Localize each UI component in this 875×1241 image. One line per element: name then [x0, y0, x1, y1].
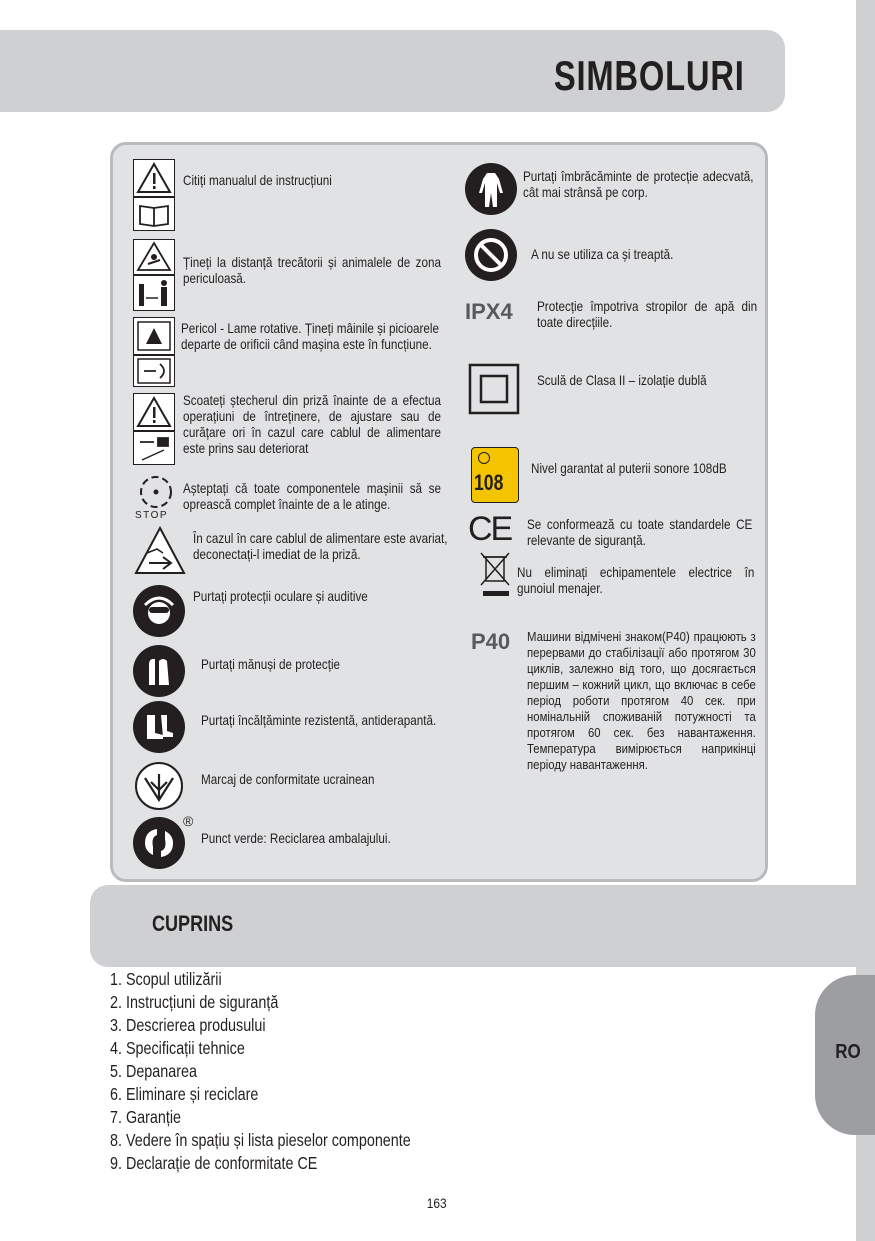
class-ii-icon: [468, 363, 520, 415]
symbol-text: Pericol - Lame rotative. Țineți mâinile și picioarele departe de orificii când mașina este în funcțiune.: [181, 321, 439, 352]
registered-mark: ®: [183, 813, 194, 829]
damaged-cable-icon: [133, 525, 187, 577]
symbol-text: A nu se utiliza ca și treaptă.: [531, 247, 674, 262]
gloves-icon: [133, 645, 185, 697]
symbols-panel: [110, 142, 768, 882]
symbol-text: Citiți manualul de instrucțiuni: [183, 173, 332, 188]
page-title: SIMBOLURI: [554, 52, 745, 99]
toc-item[interactable]: 8. Vedere în spațiu și lista pieselor componente: [110, 1130, 411, 1150]
table-of-contents: [110, 968, 477, 1175]
p40-icon: P40: [471, 629, 511, 654]
toc-item[interactable]: 1. Scopul utilizării: [110, 969, 222, 989]
toc-title: CUPRINS: [152, 911, 234, 936]
green-dot-icon: [133, 817, 185, 869]
protective-suit-icon: [465, 163, 517, 215]
ce-mark-icon: CE: [468, 510, 512, 548]
symbol-text: Purtați încălțăminte rezistentă, antiderapantă.: [201, 713, 437, 728]
ipx4-icon: IPX4: [465, 299, 513, 324]
hand-blade-icon: [133, 355, 175, 387]
symbol-text: În cazul în care cablul de alimentare este avariat, deconectați-l imediat de la priză.: [193, 531, 448, 562]
language-label: RO: [835, 1041, 861, 1063]
weee-bin-icon: [477, 549, 513, 599]
no-step-icon: [465, 229, 517, 281]
sound-level-label: 108: [474, 470, 504, 495]
boots-icon: [133, 701, 185, 753]
toc-item[interactable]: 6. Eliminare și reciclare: [110, 1084, 259, 1104]
symbol-text: Sculă de Clasa II – izolație dublă: [537, 373, 707, 388]
rotating-blade-icon: [133, 317, 175, 355]
symbol-text: Машини відмічені знаком(P40) працюють з перервами до стабілізації або протягом 30 циклів, залежно від того, що досягається першим – кожний цикл, що включає в себе період роботи протягом 40 сек. при номінальній споживаній потужності та протягом 60 сек. без навантаження. Температура вимірюється наприкінці періоду навантаження.: [527, 629, 756, 772]
toc-item[interactable]: 4. Specificații tehnice: [110, 1038, 245, 1058]
speaker-icon: [478, 452, 490, 464]
symbol-text: Marcaj de conformitate ucrainean: [201, 772, 375, 787]
symbol-text: Se conformează cu toate standardele CE relevante de siguranță.: [527, 517, 753, 548]
symbol-text: Purtați îmbrăcăminte de protecție adecvată, cât mai strânsă pe corp.: [523, 169, 754, 200]
safe-distance-icon: [133, 275, 175, 311]
warning-triangle-icon: [133, 393, 175, 431]
symbol-text: Țineți la distanță trecătorii și animalele de zona periculoasă.: [183, 255, 441, 286]
language-tab: [815, 975, 875, 1135]
stop-icon: [133, 473, 179, 525]
sound-power-icon: [471, 447, 519, 503]
eye-ear-protection-icon: [133, 585, 185, 637]
page-number: 163: [426, 1195, 447, 1211]
toc-item[interactable]: 7. Garanție: [110, 1107, 181, 1127]
toc-item[interactable]: 2. Instrucțiuni de siguranță: [110, 992, 279, 1012]
toc-item[interactable]: 3. Descrierea produsului: [110, 1015, 266, 1035]
symbol-text: Nu eliminați echipamentele electrice în gunoiul menajer.: [517, 565, 755, 596]
stop-label: STOP: [135, 510, 169, 521]
header-band: [0, 30, 785, 112]
ukraine-conformity-icon: [133, 760, 185, 812]
unplug-icon: [133, 431, 175, 465]
symbol-text: Protecție împotriva stropilor de apă din toate direcțiile.: [537, 299, 758, 330]
symbol-text: Purtați protecții oculare și auditive: [193, 589, 368, 604]
thrown-objects-icon: [133, 239, 175, 275]
symbol-text: Nivel garantat al puterii sonore 108dB: [531, 461, 727, 476]
manual-book-icon: [133, 197, 175, 231]
symbol-text: Purtați mănuși de protecție: [201, 657, 341, 672]
symbol-text: Punct verde: Reciclarea ambalajului.: [201, 831, 391, 846]
warning-triangle-icon: [133, 159, 175, 197]
toc-band: [90, 885, 856, 967]
toc-item[interactable]: 5. Depanarea: [110, 1061, 197, 1081]
symbol-text: Așteptați că toate componentele mașinii să se oprească complet înainte de a le atinge.: [183, 481, 441, 512]
symbol-text: Scoateți ștecherul din priză înainte de a efectua operațiuni de întreținere, de ajustare sau de curățare ori în cazul care cablul de alimentare este prins sau deteriorat: [183, 393, 441, 456]
toc-item[interactable]: 9. Declarație de conformitate CE: [110, 1153, 318, 1173]
